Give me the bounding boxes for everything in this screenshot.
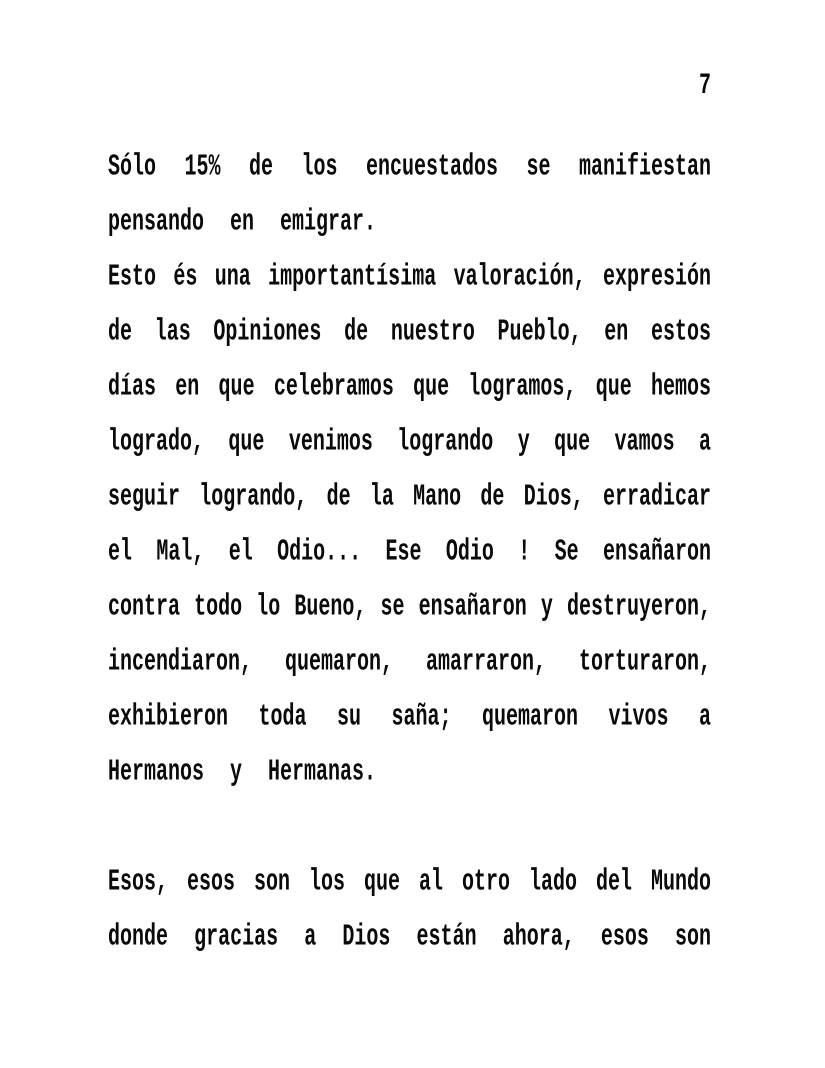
text-line: Hermanos y Hermanas.: [108, 754, 377, 791]
text-line: incendiaron, quemaron, amarraron, torturaron,: [108, 644, 711, 681]
text-line: pensando en emigrar.: [108, 204, 377, 241]
page-number: 7: [698, 69, 711, 104]
text-line: Esto és una importantísima valoración, expresión: [108, 259, 711, 296]
text-line: Sólo 15% de los encuestados se manifiestan: [108, 149, 711, 186]
text-line: días en que celebramos que logramos, que hemos: [108, 369, 711, 406]
text-block: [108, 140, 711, 965]
text-line: Esos, esos son los que al otro lado del Mundo: [108, 864, 711, 901]
text-line: de las Opiniones de nuestro Pueblo, en estos: [108, 314, 711, 351]
text-line: donde gracias a Dios están ahora, esos son: [108, 919, 711, 956]
text-line: contra todo lo Bueno, se ensañaron y destruyeron,: [108, 589, 711, 626]
text-line: el Mal, el Odio... Ese Odio ! Se ensañaron: [108, 534, 711, 571]
text-line: seguir logrando, de la Mano de Dios, erradicar: [108, 479, 711, 516]
text-line: exhibieron toda su saña; quemaron vivos a: [108, 699, 711, 736]
text-line: logrado, que venimos logrando y que vamos a: [108, 424, 711, 461]
